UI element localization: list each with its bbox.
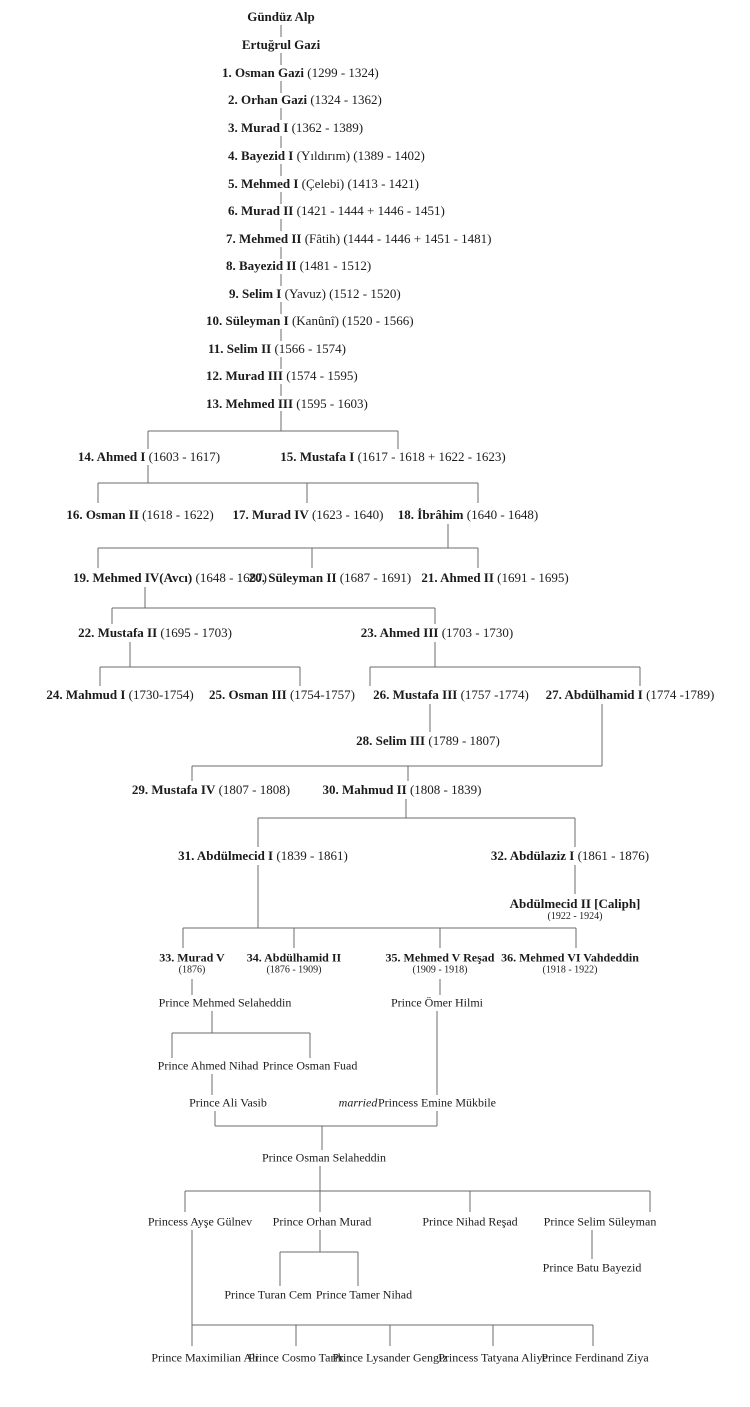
node-s23 — [361, 626, 513, 640]
node-s23-dates: (1703 - 1730) — [441, 625, 514, 641]
node-s4 — [228, 149, 425, 163]
node-s33 — [159, 950, 225, 976]
node-s3-name: 3. Murad I — [228, 120, 289, 136]
node-pta — [438, 1352, 548, 1365]
node-pma — [151, 1352, 258, 1365]
node-poh-name: Prince Ömer Hilmi — [391, 995, 483, 1010]
node-s9-name: 9. Selim I — [229, 286, 282, 302]
node-s15-name: 15. Mustafa I — [280, 449, 355, 465]
node-s25 — [209, 688, 355, 702]
node-ptc — [224, 1289, 311, 1302]
node-s23-name: 23. Ahmed III — [360, 625, 439, 641]
node-ptn — [316, 1289, 412, 1302]
node-s22-dates: (1695 - 1703) — [160, 625, 232, 641]
node-s22 — [78, 626, 232, 640]
node-ertugrul-name: Ertuğrul Gazi — [241, 37, 321, 53]
node-pom-name: Prince Orhan Murad — [272, 1214, 372, 1229]
node-s11-dates: (1566 - 1574) — [274, 341, 346, 357]
node-plg — [332, 1352, 447, 1365]
node-s27-name: 27. Abdülhamid I — [545, 687, 643, 703]
node-s7-dates: (Fâtih) (1444 - 1446 + 1451 - 1481) — [304, 231, 492, 247]
node-s33-reign: (1876) — [178, 964, 206, 976]
node-pan-name: Prince Ahmed Nihad — [157, 1058, 259, 1073]
node-s26-dates: (1757 -1774) — [460, 687, 529, 703]
node-s36 — [501, 950, 639, 976]
node-s10-dates: (Kanûnî) (1520 - 1566) — [291, 313, 414, 329]
node-s12-dates: (1574 - 1595) — [286, 368, 358, 384]
node-pms-name: Prince Mehmed Selaheddin — [158, 995, 292, 1010]
node-caliph — [509, 896, 641, 922]
node-pfz-name: Prince Ferdinand Ziya — [541, 1350, 649, 1365]
node-s31-dates: (1839 - 1861) — [276, 848, 348, 864]
node-s20 — [249, 571, 412, 585]
node-s21 — [421, 571, 568, 585]
node-s22-name: 22. Mustafa II — [78, 625, 158, 641]
node-s5-dates: (Çelebi) (1413 - 1421) — [301, 176, 420, 192]
node-pem — [378, 1097, 496, 1110]
node-pag — [148, 1216, 252, 1229]
node-s32 — [491, 849, 649, 863]
node-pct-name: Prince Cosmo Tarik — [248, 1350, 344, 1365]
node-s34 — [246, 950, 342, 976]
node-pof-name: Prince Osman Fuad — [262, 1058, 358, 1073]
node-s24-dates: (1730-1754) — [128, 687, 194, 703]
node-s14-dates: (1603 - 1617) — [148, 449, 221, 465]
node-s8-name: 8. Bayezid II — [226, 258, 297, 274]
node-s30-name: 30. Mahmud II — [322, 782, 407, 798]
node-ptn-name: Prince Tamer Nihad — [315, 1287, 413, 1302]
node-s21-dates: (1691 - 1695) — [497, 570, 569, 586]
node-s4-dates: (Yıldırım) (1389 - 1402) — [296, 148, 425, 164]
node-s1-name: 1. Osman Gazi — [222, 65, 304, 81]
node-s24 — [46, 688, 193, 702]
node-s8 — [226, 259, 371, 273]
node-caliph-reign: (1922 - 1924) — [547, 910, 603, 922]
node-pag-name: Princess Ayşe Gülnev — [147, 1214, 253, 1229]
node-s11 — [208, 342, 346, 356]
node-s5-name: 5. Mehmed I — [228, 176, 299, 192]
node-s30 — [323, 783, 482, 797]
node-s24-name: 24. Mahmud I — [46, 687, 126, 703]
node-ptc-name: Prince Turan Cem — [224, 1287, 312, 1302]
node-ertugrul — [242, 38, 320, 52]
node-s12 — [206, 369, 358, 383]
node-s20-name: 20. Süleyman II — [248, 570, 337, 586]
node-s25-name: 25. Osman III — [209, 687, 287, 703]
node-s3 — [228, 121, 363, 135]
node-pos — [262, 1152, 386, 1165]
node-gunduz — [247, 10, 315, 24]
node-s28-name: 28. Selim III — [356, 733, 426, 749]
node-s34-name: 34. Abdülhamid II — [246, 950, 342, 965]
node-s13 — [206, 397, 368, 411]
node-pnr-name: Prince Nihad Reşad — [422, 1214, 518, 1229]
node-s16-dates: (1618 - 1622) — [142, 507, 214, 523]
node-s11-name: 11. Selim II — [208, 341, 272, 357]
node-pom — [273, 1216, 372, 1229]
node-s27 — [546, 688, 715, 702]
node-s20-dates: (1687 - 1691) — [339, 570, 412, 586]
node-s29 — [132, 783, 290, 797]
node-s10-name: 10. Süleyman I — [206, 313, 289, 329]
node-s4-name: 4. Bayezid I — [228, 148, 294, 164]
node-s7 — [226, 232, 492, 246]
node-pbb-name: Prince Batu Bayezid — [542, 1260, 642, 1275]
node-s32-name: 32. Abdülaziz I — [490, 848, 575, 864]
node-pnr — [422, 1216, 517, 1229]
node-plg-name: Prince Lysander Gengiz — [332, 1350, 448, 1365]
node-pms — [159, 997, 292, 1010]
node-s28-dates: (1789 - 1807) — [428, 733, 500, 749]
node-gunduz-name: Gündüz Alp — [247, 9, 315, 25]
node-s18-dates: (1640 - 1648) — [466, 507, 539, 523]
node-s35-name: 35. Mehmed V Reşad — [385, 950, 495, 965]
node-poh — [391, 997, 483, 1010]
node-pan — [158, 1060, 259, 1073]
node-s18-name: 18. İbrâhim — [397, 507, 464, 523]
node-s31-name: 31. Abdülmecid I — [178, 848, 274, 864]
node-s35 — [385, 950, 495, 976]
node-s21-name: 21. Ahmed II — [421, 570, 494, 586]
node-pfz — [541, 1352, 648, 1365]
node-s6-dates: (1421 - 1444 + 1446 - 1451) — [296, 203, 445, 219]
node-s19-dates: (1648 - 1687) — [195, 570, 268, 586]
node-s29-dates: (1807 - 1808) — [218, 782, 291, 798]
node-s13-name: 13. Mehmed III — [206, 396, 294, 412]
node-pma-name: Prince Maximilian Ali — [151, 1350, 259, 1365]
node-s16 — [66, 508, 213, 522]
node-pos-name: Prince Osman Selaheddin — [262, 1150, 386, 1165]
node-s18 — [398, 508, 538, 522]
node-s9 — [229, 287, 401, 301]
node-married — [339, 1097, 378, 1110]
node-s30-dates: (1808 - 1839) — [409, 782, 482, 798]
node-s1-dates: (1299 - 1324) — [307, 65, 379, 81]
node-s29-name: 29. Mustafa IV — [131, 782, 216, 798]
node-s6 — [228, 204, 445, 218]
node-s8-dates: (1481 - 1512) — [299, 258, 372, 274]
node-pss — [544, 1216, 657, 1229]
node-s5 — [228, 177, 419, 191]
node-s17 — [233, 508, 384, 522]
node-s17-dates: (1623 - 1640) — [311, 507, 384, 523]
node-s27-dates: (1774 -1789) — [646, 687, 715, 703]
node-s31 — [178, 849, 348, 863]
node-s2-name: 2. Orhan Gazi — [228, 92, 308, 108]
node-s7-name: 7. Mehmed II — [226, 231, 302, 247]
node-s16-name: 16. Osman II — [66, 507, 139, 523]
node-s1 — [222, 66, 379, 80]
node-s2 — [228, 93, 382, 107]
node-s32-dates: (1861 - 1876) — [577, 848, 650, 864]
node-pav — [189, 1097, 267, 1110]
node-s26 — [373, 688, 529, 702]
node-s9-dates: (Yavuz) (1512 - 1520) — [284, 286, 401, 302]
node-s35-reign: (1909 - 1918) — [412, 964, 468, 976]
node-s19 — [73, 571, 267, 585]
node-caliph-name: Abdülmecid II [Caliph] — [509, 896, 641, 912]
node-pav-name: Prince Ali Vasib — [189, 1095, 267, 1110]
node-s15 — [280, 450, 505, 464]
node-pct — [248, 1352, 344, 1365]
node-s6-name: 6. Murad II — [228, 203, 294, 219]
node-s14 — [78, 450, 220, 464]
node-s12-name: 12. Murad III — [206, 368, 283, 384]
node-s34-reign: (1876 - 1909) — [266, 964, 322, 976]
node-s19-name: 19. Mehmed IV(Avcı) — [72, 570, 193, 586]
node-s13-dates: (1595 - 1603) — [296, 396, 368, 412]
node-married-name: married — [338, 1095, 378, 1110]
node-pbb — [543, 1262, 642, 1275]
node-s36-reign: (1918 - 1922) — [542, 964, 598, 976]
node-s17-name: 17. Murad IV — [232, 507, 309, 523]
node-pof — [263, 1060, 358, 1073]
node-s36-name: 36. Mehmed VI Vahdeddin — [501, 950, 639, 965]
node-pss-name: Prince Selim Süleyman — [543, 1214, 657, 1229]
node-s28 — [356, 734, 500, 748]
node-s14-name: 14. Ahmed I — [77, 449, 146, 465]
node-pta-name: Princess Tatyana Aliye — [438, 1350, 548, 1365]
node-s15-dates: (1617 - 1618 + 1622 - 1623) — [357, 449, 506, 465]
node-s2-dates: (1324 - 1362) — [310, 92, 382, 108]
node-s26-name: 26. Mustafa III — [373, 687, 458, 703]
node-s10 — [206, 314, 414, 328]
node-s33-name: 33. Murad V — [159, 950, 225, 965]
node-s3-dates: (1362 - 1389) — [291, 120, 364, 136]
node-s25-dates: (1754-1757) — [289, 687, 355, 703]
node-pem-name: Princess Emine Mükbile — [378, 1095, 496, 1110]
